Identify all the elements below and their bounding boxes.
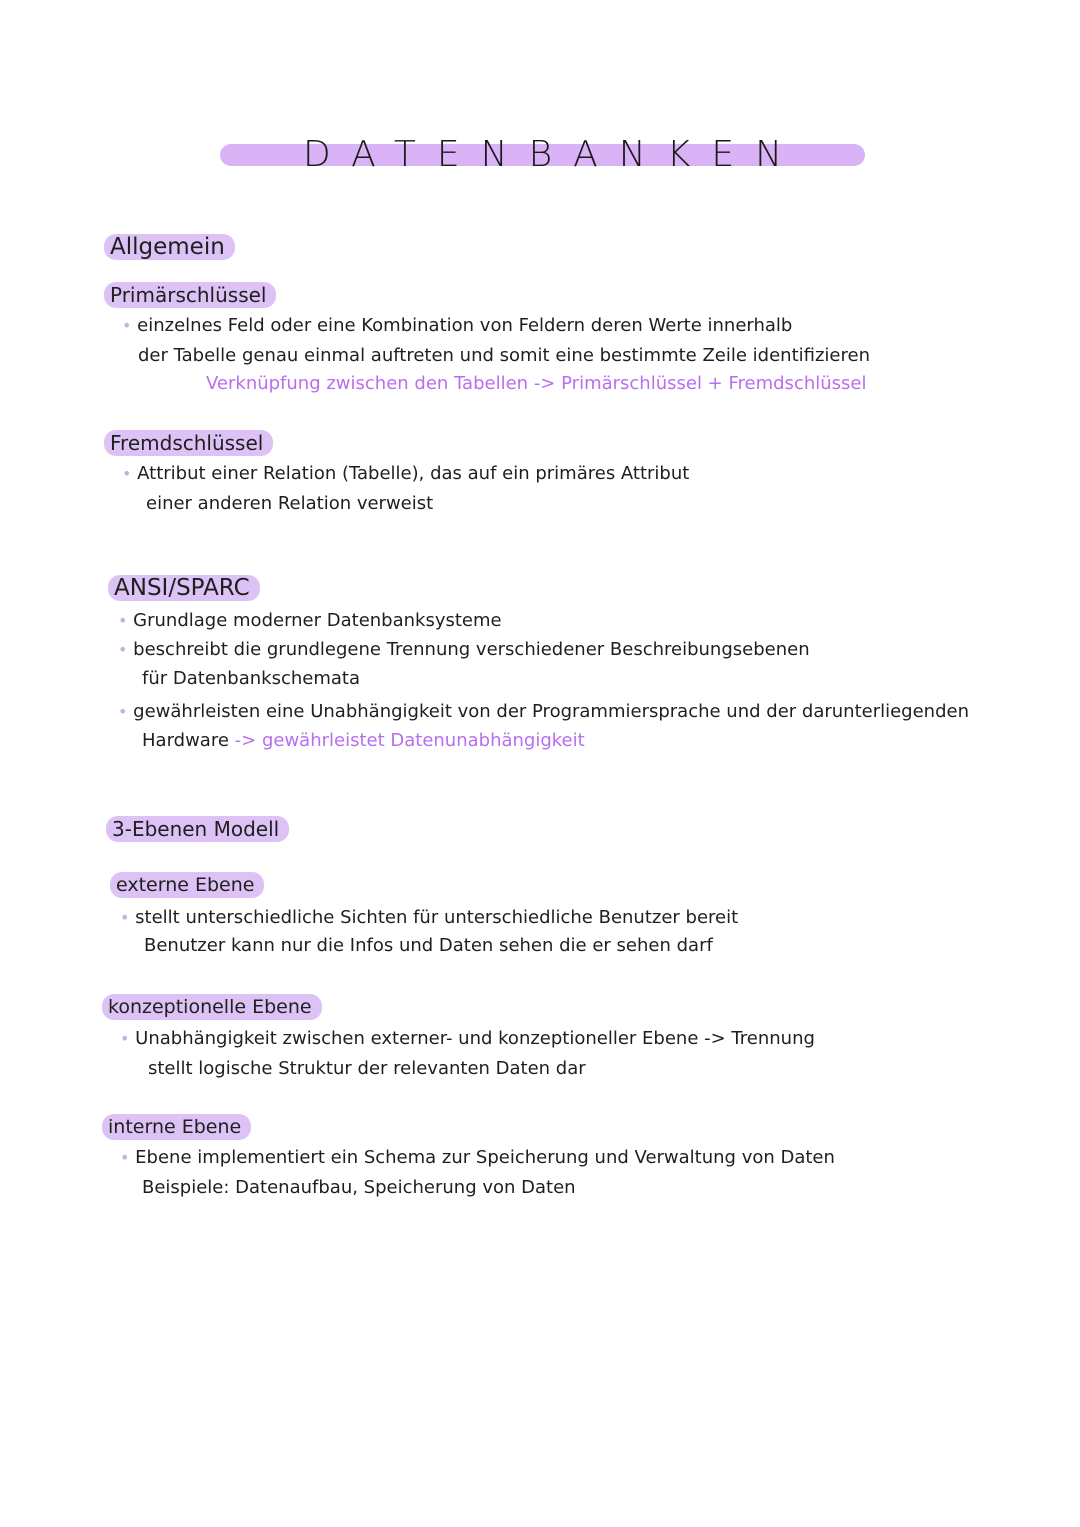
ansi-bullet-2-line2: für Datenbankschemata (142, 668, 360, 689)
text: Ebene implementiert ein Schema zur Speicherung und Verwaltung von Daten (135, 1147, 835, 1168)
text: Grundlage moderner Datenbanksysteme (133, 610, 502, 631)
heading-konzeptionelle-ebene: konzeptionelle Ebene (102, 994, 322, 1020)
heading-fremdschluessel: Fremdschlüssel (104, 430, 273, 456)
bullet-icon: • (122, 316, 132, 335)
heading-externe-ebene: externe Ebene (110, 872, 264, 898)
text: einzelnes Feld oder eine Kombination von Feldern deren Werte innerhalb (137, 315, 793, 336)
highlight-text: -> gewährleistet Datenunabhängigkeit (234, 730, 585, 751)
ansi-bullet-2-line1 (118, 638, 810, 662)
fremd-bullet-line2: einer anderen Relation verweist (146, 493, 434, 514)
section-primaerschluessel (104, 282, 276, 308)
section-externe-ebene (110, 872, 264, 898)
extern-bullet-line1 (120, 906, 738, 930)
page-title-block (220, 136, 865, 174)
section-fremdschluessel (104, 430, 273, 456)
section-konzeptionelle-ebene (102, 994, 322, 1020)
note-prefix: Verknüpfung zwischen den Tabellen (206, 373, 529, 394)
bullet-icon: • (118, 640, 128, 659)
section-interne-ebene (102, 1114, 251, 1140)
arrow-icon: -> (533, 373, 556, 394)
bullet-icon: • (118, 702, 128, 721)
section-allgemein (104, 234, 235, 260)
konzept-bullet-line1 (120, 1027, 815, 1051)
bullet-icon: • (122, 464, 132, 483)
heading-allgemein: Allgemein (104, 234, 235, 260)
text: Hardware (142, 730, 229, 751)
extern-bullet-line2: Benutzer kann nur die Infos und Daten sehen die er sehen darf (144, 935, 713, 956)
heading-primaerschluessel: Primärschlüssel (104, 282, 276, 308)
fremd-bullet-line1 (122, 462, 689, 486)
text: gewährleisten eine Unabhängigkeit von der Programmiersprache und der darunterliegenden (133, 701, 969, 722)
bullet-icon: • (118, 611, 128, 630)
heading-interne-ebene: interne Ebene (102, 1114, 251, 1140)
intern-bullet-line1 (120, 1146, 835, 1170)
ansi-bullet-3-line2 (142, 729, 585, 753)
note-suffix: Primärschlüssel + Fremdschlüssel (561, 373, 867, 394)
bullet-icon: • (120, 1029, 130, 1048)
bullet-icon: • (120, 1148, 130, 1167)
ansi-bullet-1 (118, 609, 502, 633)
heading-3-ebenen-modell: 3-Ebenen Modell (106, 816, 289, 842)
bullet-icon: • (120, 908, 130, 927)
konzept-bullet-line2: stellt logische Struktur der relevanten Daten dar (148, 1058, 586, 1079)
intern-bullet-line2: Beispiele: Datenaufbau, Speicherung von Daten (142, 1177, 576, 1198)
primaer-bullet-line2: der Tabelle genau einmal auftreten und somit eine bestimmte Zeile identifizieren (138, 345, 870, 366)
primaer-note (206, 372, 866, 396)
section-3-ebenen-modell (106, 816, 289, 842)
text: beschreibt die grundlegene Trennung verschiedener Beschreibungsebenen (133, 639, 810, 660)
ansi-bullet-3-line1 (118, 700, 969, 724)
page-title: DATENBANKEN (303, 134, 803, 175)
primaer-bullet-line1 (122, 314, 792, 338)
section-ansi-sparc (108, 575, 260, 601)
text: Unabhängigkeit zwischen externer- und konzeptioneller Ebene -> Trennung (135, 1028, 815, 1049)
heading-ansi-sparc: ANSI/SPARC (108, 575, 260, 601)
text: Attribut einer Relation (Tabelle), das auf ein primäres Attribut (137, 463, 690, 484)
text: stellt unterschiedliche Sichten für unterschiedliche Benutzer bereit (135, 907, 739, 928)
